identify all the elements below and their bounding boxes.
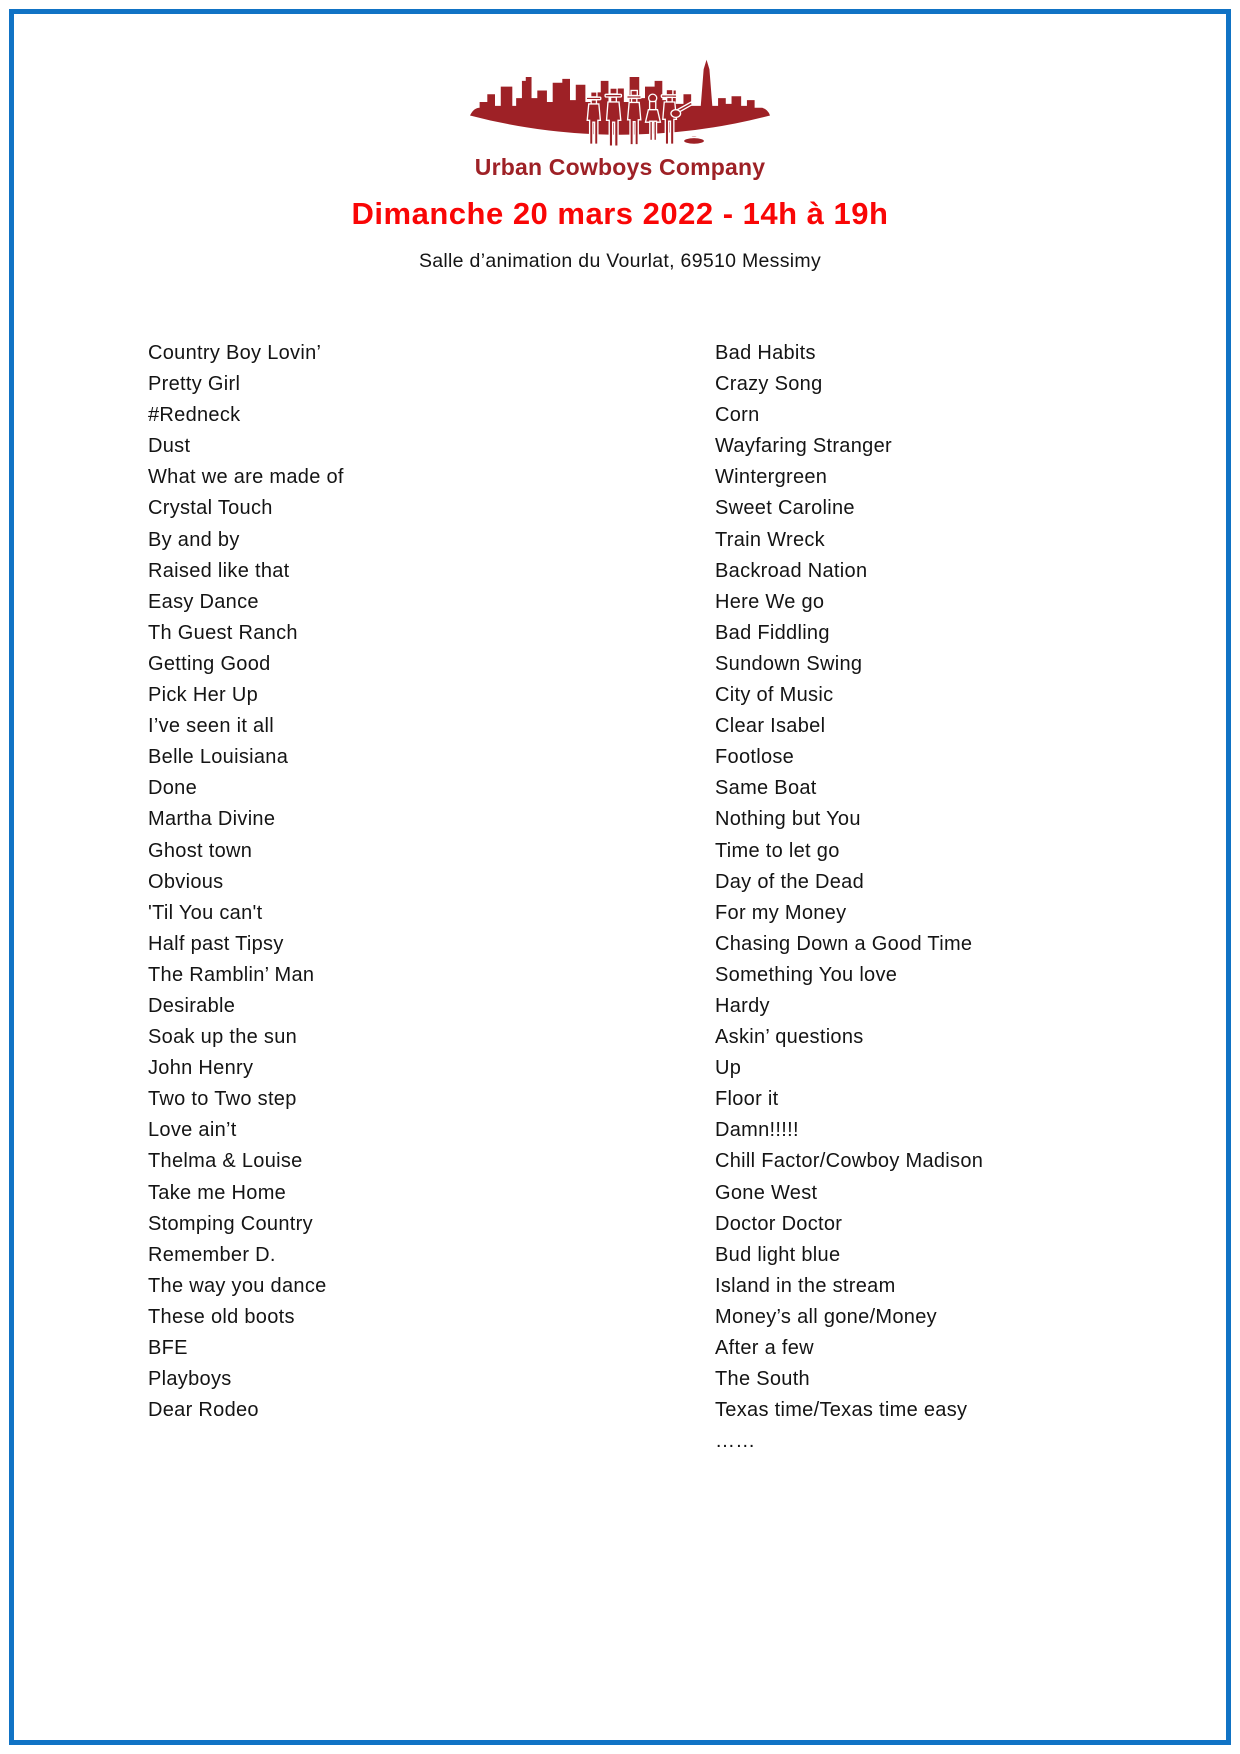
song-item: The Ramblin’ Man — [148, 963, 315, 986]
song-item: Day of the Dead — [715, 870, 865, 893]
song-item: Crazy Song — [715, 373, 823, 396]
song-item: Crystal Touch — [148, 497, 273, 520]
song-item: I’ve seen it all — [148, 715, 274, 738]
song-item: Belle Louisiana — [148, 746, 289, 769]
song-item: Floor it — [715, 1088, 779, 1111]
song-item: Money’s all gone/Money — [715, 1305, 937, 1328]
song-item: Country Boy Lovin’ — [148, 342, 322, 364]
song-item: Chasing Down a Good Time — [715, 932, 973, 955]
song-item: Wayfaring Stranger — [715, 435, 892, 458]
song-item: Stomping Country — [148, 1212, 313, 1235]
song-item: Martha Divine — [148, 808, 276, 831]
song-item: Remember D. — [148, 1243, 276, 1266]
song-item: Done — [148, 777, 198, 800]
song-item: Up — [715, 1057, 742, 1080]
song-item: Here We go — [715, 590, 825, 613]
song-item: Bud light blue — [715, 1243, 841, 1266]
page-title: Dimanche 20 mars 2022 - 14h à 19h — [351, 196, 889, 231]
song-item: Same Boat — [715, 777, 817, 800]
song-item: The way you dance — [148, 1274, 327, 1297]
song-item: What we are made of — [148, 466, 344, 489]
song-item: 'Til You can't — [148, 901, 263, 924]
song-item: Dust — [148, 435, 191, 458]
song-item: Dear Rodeo — [148, 1399, 259, 1422]
song-item: Obvious — [148, 870, 224, 893]
song-item: Askin’ questions — [715, 1026, 864, 1049]
song-item: Sundown Swing — [715, 652, 863, 675]
song-item: Sweet Caroline — [715, 497, 855, 520]
song-item: BFE — [148, 1337, 188, 1359]
song-item: Hardy — [715, 994, 770, 1017]
song-item: Doctor Doctor — [715, 1212, 843, 1235]
song-item: Pretty Girl — [148, 373, 241, 396]
song-item: …… — [715, 1430, 756, 1453]
song-item: Island in the stream — [715, 1274, 896, 1297]
song-item: Damn!!!!! — [715, 1119, 799, 1142]
song-item: City of Music — [715, 684, 834, 707]
song-item: Clear Isabel — [715, 715, 826, 738]
song-item: For my Money — [715, 901, 847, 924]
song-item: Time to let go — [715, 839, 840, 862]
song-item: Chill Factor/Cowboy Madison — [715, 1150, 984, 1173]
setlist-left-column — [148, 338, 344, 1426]
song-item: Wintergreen — [715, 466, 828, 489]
song-item: After a few — [715, 1337, 814, 1359]
song-item: Love ain’t — [148, 1119, 237, 1142]
city-skyline-cowboys-logo-image — [465, 52, 775, 152]
song-item: Texas time/Texas time easy — [715, 1399, 968, 1422]
song-item: Getting Good — [148, 652, 271, 675]
song-item: Ghost town — [148, 839, 253, 862]
song-item: Bad Fiddling — [715, 621, 830, 644]
song-item: By and by — [148, 528, 240, 551]
song-item: Bad Habits — [715, 342, 816, 364]
song-item: Desirable — [148, 994, 236, 1017]
logo-company-name: Urban Cowboys Company — [474, 154, 766, 180]
song-item: These old boots — [148, 1305, 295, 1328]
song-item: Two to Two step — [148, 1088, 297, 1111]
urban-cowboys-logo — [0, 52, 1240, 181]
song-item: John Henry — [148, 1057, 254, 1080]
song-item: Playboys — [148, 1368, 232, 1391]
song-item: Thelma & Louise — [148, 1150, 303, 1173]
song-item: Something You love — [715, 963, 898, 986]
song-item: Th Guest Ranch — [148, 621, 298, 644]
page-subtitle: Salle d’animation du Vourlat, 69510 Messimy — [418, 250, 822, 272]
song-item: Easy Dance — [148, 590, 259, 613]
song-item: Gone West — [715, 1181, 818, 1204]
song-item: Take me Home — [148, 1181, 287, 1204]
song-item: Soak up the sun — [148, 1026, 298, 1049]
song-item: Corn — [715, 404, 760, 427]
song-item: Nothing but You — [715, 808, 861, 831]
song-item: Pick Her Up — [148, 684, 258, 707]
song-item: Half past Tipsy — [148, 932, 284, 955]
song-item: Raised like that — [148, 559, 290, 582]
song-item: Train Wreck — [715, 528, 825, 551]
song-item: Backroad Nation — [715, 559, 868, 582]
song-item: Footlose — [715, 746, 795, 769]
setlist-right-column — [715, 338, 983, 1457]
song-item: #Redneck — [148, 404, 241, 427]
song-item: The South — [715, 1368, 810, 1391]
